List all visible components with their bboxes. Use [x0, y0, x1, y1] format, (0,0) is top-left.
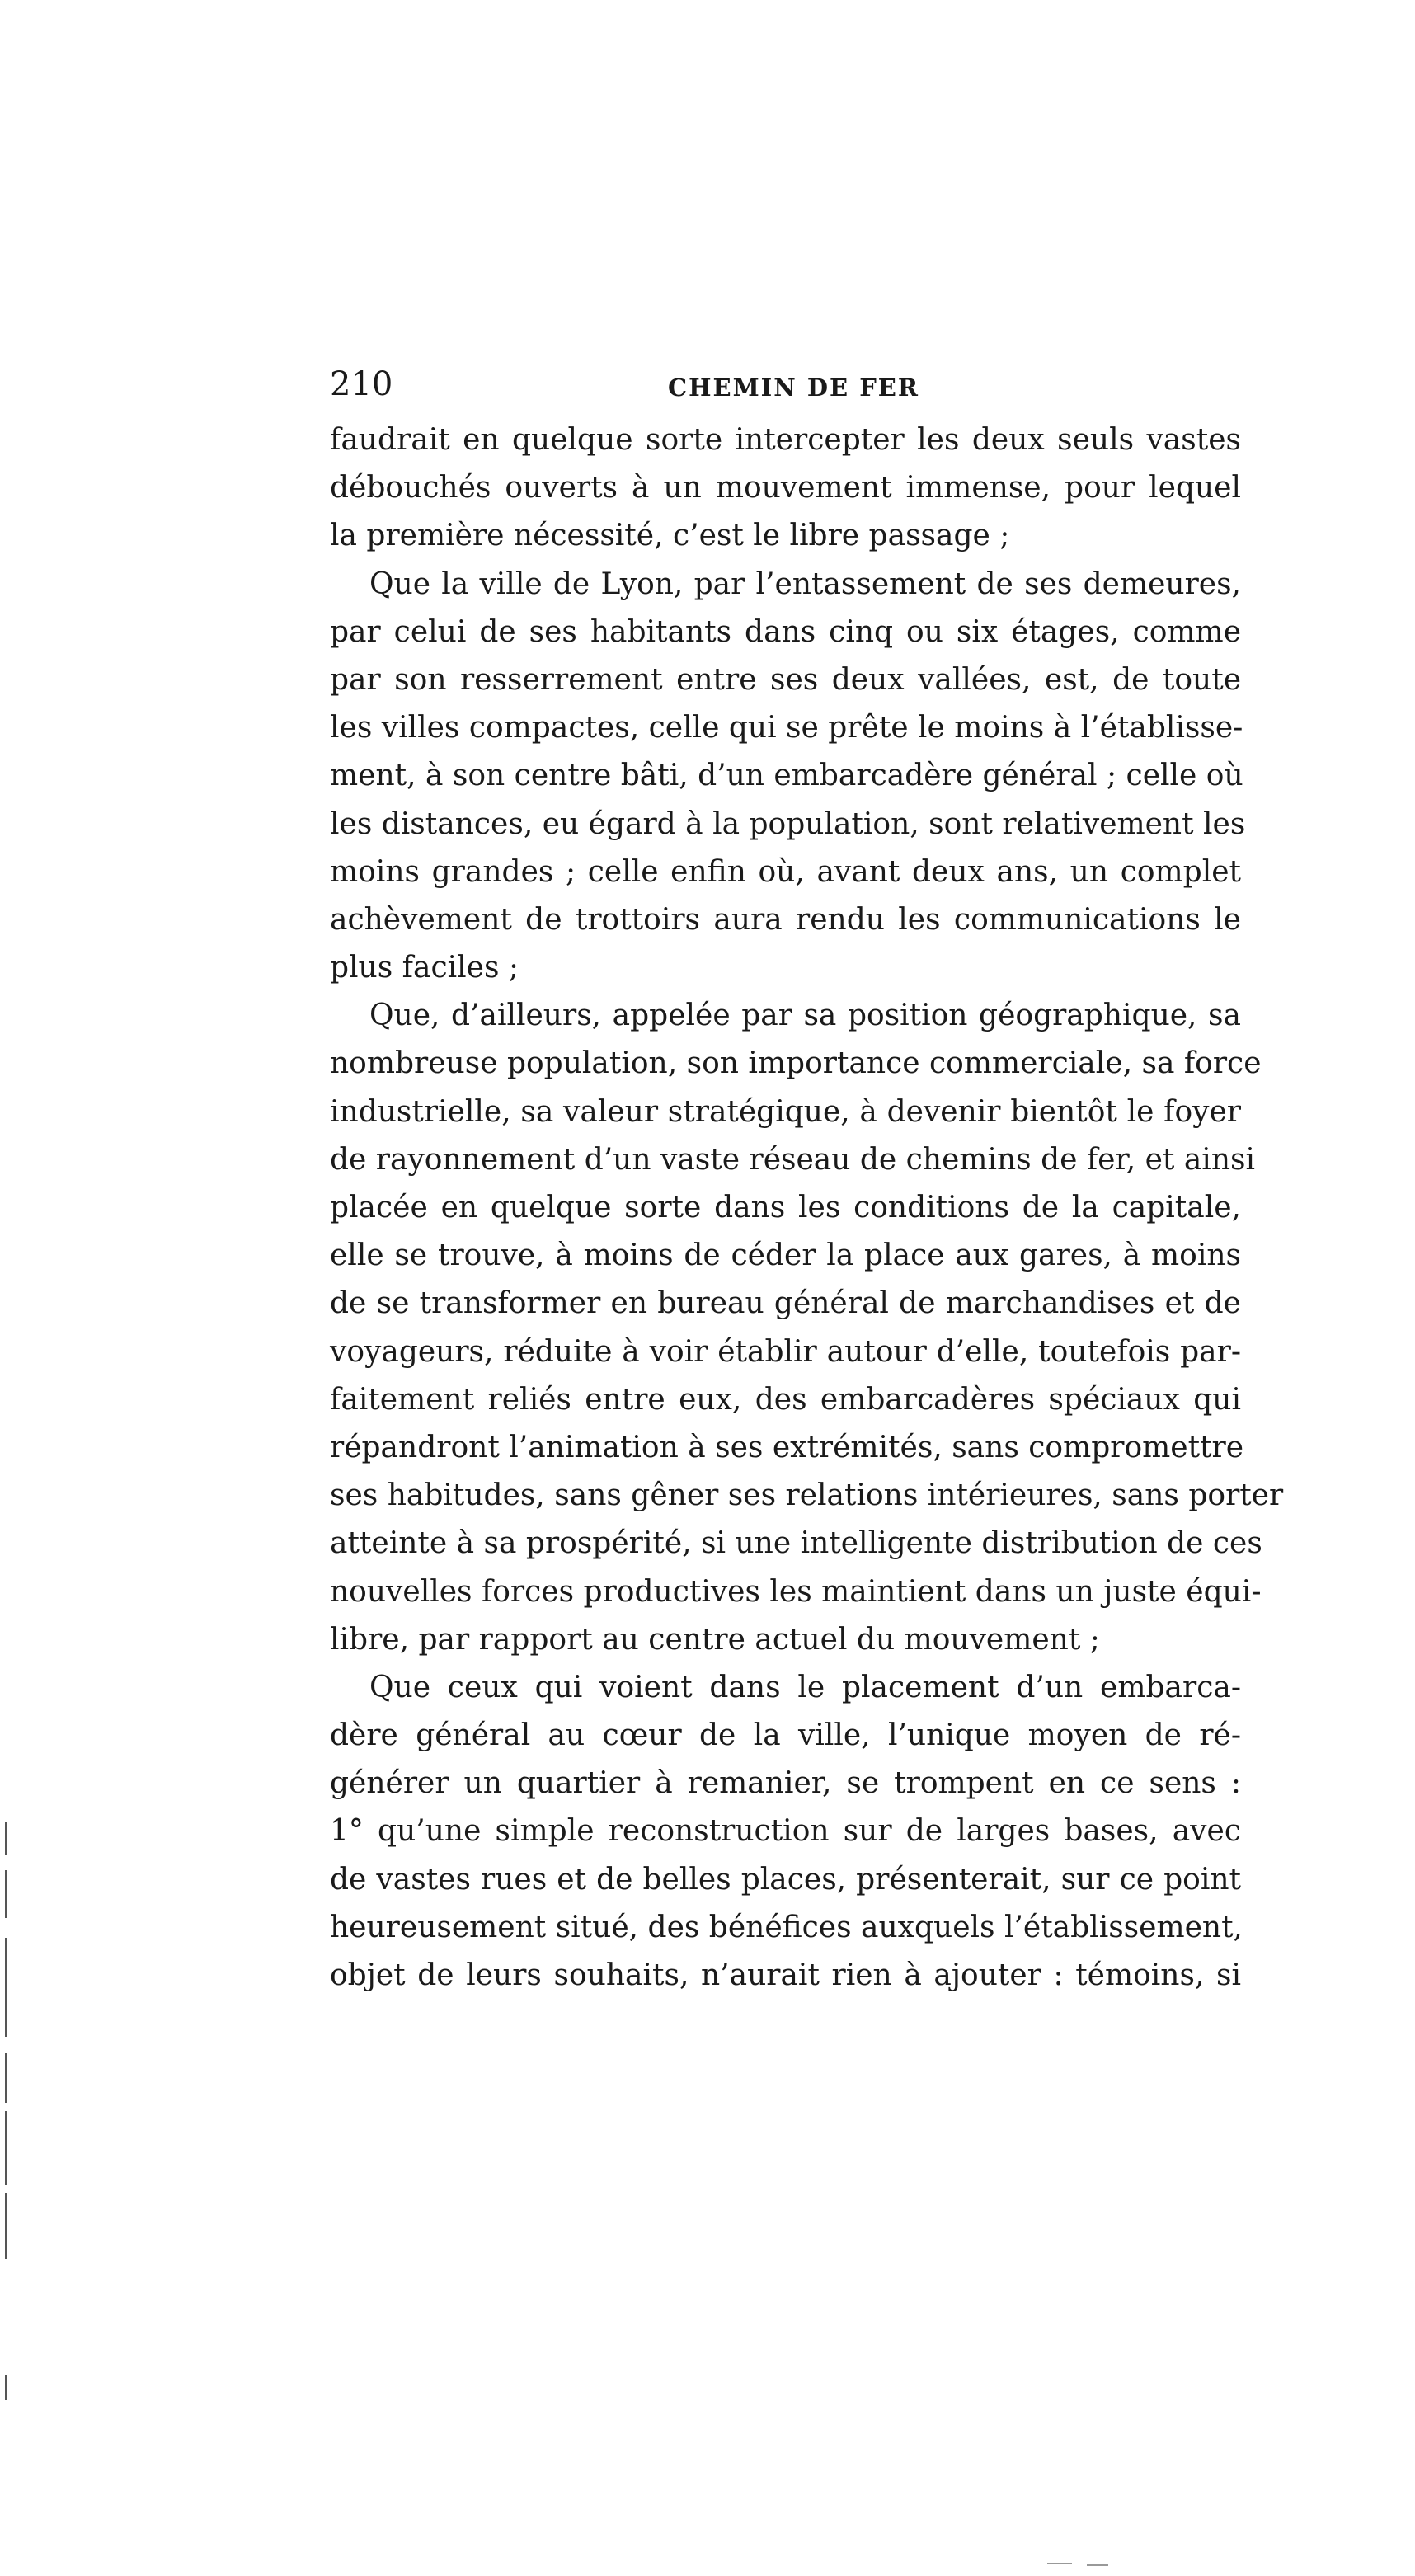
- text-line: ment, à son centre bâti, d’un embarcadère général ; celle où: [330, 759, 1243, 793]
- text-line: objet de leurs souhaits, n’aurait rien à ajouter : témoins, si: [330, 1958, 1241, 1992]
- text-line: Que la ville de Lyon, par l’entassement de ses demeures,: [369, 566, 1241, 601]
- text-line: elle se trouve, à moins de céder la place aux gares, à moins: [330, 1239, 1241, 1273]
- text-line: générer un quartier à remanier, se trompent en ce sens :: [330, 1766, 1241, 1801]
- scan-artifact: [5, 2193, 7, 2259]
- text-line: voyageurs, réduite à voir établir autour d’elle, toutefois par-: [330, 1334, 1241, 1369]
- text-line: atteinte à sa prospérité, si une intelligente distribution de ces: [330, 1526, 1262, 1561]
- text-line: moins grandes ; celle enfin où, avant deux ans, un complet: [330, 854, 1241, 889]
- text-line: par celui de ses habitants dans cinq ou six étages, comme: [330, 614, 1241, 649]
- text-line: la première nécessité, c’est le libre passage ;: [330, 519, 1010, 553]
- page-number: 210: [330, 365, 393, 403]
- text-line: de vastes rues et de belles places, présenterait, sur ce point: [330, 1862, 1241, 1897]
- text-line: débouchés ouverts à un mouvement immense, pour lequel: [330, 471, 1241, 505]
- text-line: 1° qu’une simple reconstruction sur de larges bases, avec: [330, 1814, 1241, 1849]
- scan-artifact: [5, 1938, 7, 2037]
- text-line: nombreuse population, son importance commerciale, sa force: [330, 1046, 1262, 1081]
- running-head: CHEMIN DE FER: [668, 374, 919, 402]
- text-line: ses habitudes, sans gêner ses relations intérieures, sans porter: [330, 1478, 1284, 1513]
- text-line: libre, par rapport au centre actuel du mouvement ;: [330, 1622, 1100, 1657]
- text-line: les villes compactes, celle qui se prête le moins à l’établisse-: [330, 711, 1243, 745]
- text-line: industrielle, sa valeur stratégique, à devenir bientôt le foyer: [330, 1094, 1241, 1129]
- text-line: heureusement situé, des bénéfices auxquels l’établissement,: [330, 1910, 1243, 1944]
- scan-artifact: [5, 1870, 7, 1918]
- text-line: de se transformer en bureau général de marchandises et de: [330, 1286, 1241, 1321]
- text-line: faitement reliés entre eux, des embarcadères spéciaux qui: [330, 1382, 1241, 1417]
- scan-artifact: [5, 2111, 7, 2185]
- text-line: Que ceux qui voient dans le placement d’un embarca-: [369, 1670, 1241, 1704]
- text-line: plus faciles ;: [330, 951, 519, 985]
- text-line: faudrait en quelque sorte intercepter les deux seuls vastes: [330, 423, 1241, 457]
- text-line: Que, d’ailleurs, appelée par sa position géographique, sa: [369, 999, 1241, 1033]
- scan-artifact: [5, 2375, 7, 2400]
- text-line: répandront l’animation à ses extrémités, sans compromettre: [330, 1430, 1244, 1464]
- text-line: nouvelles forces productives les maintient dans un juste équi-: [330, 1574, 1262, 1609]
- scan-speck: [1047, 2563, 1072, 2564]
- page-header: [330, 360, 1237, 409]
- scan-artifact: [5, 1822, 7, 1855]
- text-line: placée en quelque sorte dans les conditions de la capitale,: [330, 1191, 1241, 1225]
- body-text: [330, 416, 1284, 2000]
- text-line: les distances, eu égard à la population, sont relativement les: [330, 806, 1246, 841]
- text-line: achèvement de trottoirs aura rendu les communications le: [330, 902, 1241, 937]
- text-line: par son resserrement entre ses deux vallées, est, de toute: [330, 662, 1241, 697]
- text-line: dère général au cœur de la ville, l’unique moyen de ré-: [330, 1718, 1241, 1753]
- scan-speck: [1087, 2564, 1108, 2566]
- scan-artifact: [5, 2053, 7, 2103]
- text-line: de rayonnement d’un vaste réseau de chemins de fer, et ainsi: [330, 1142, 1255, 1177]
